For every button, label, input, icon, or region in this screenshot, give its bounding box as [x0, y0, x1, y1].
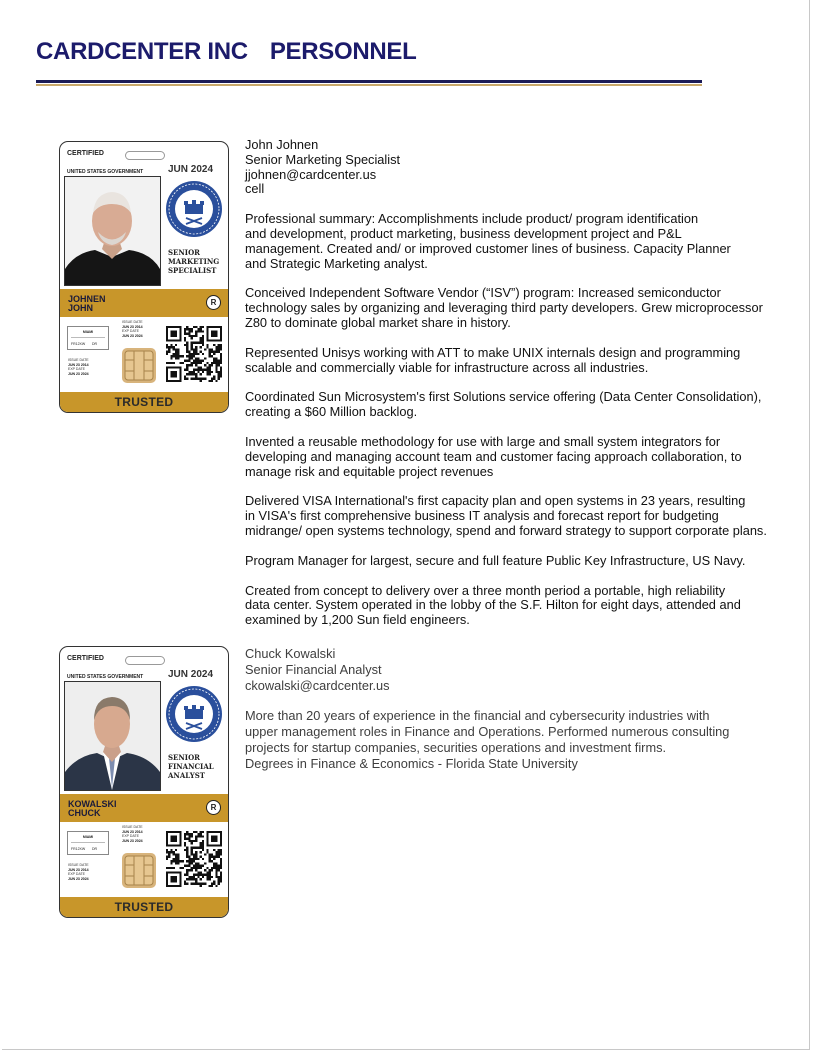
header-rule-accent [36, 84, 702, 86]
registered-badge: R [206, 800, 221, 815]
bio-paragraph: Professional summary: Accomplishments include product/ program identification and development, product marketing, business development project and P&L management. Created and/ or improved customer lines of business. Capacity Planner and Strategic Marketing analyst. [245, 211, 731, 271]
smart-chip-icon [122, 853, 156, 888]
card-id-box: MIAMI FR12XW DR [67, 831, 109, 855]
qr-code-icon [166, 326, 222, 382]
person-title: Senior Financial Analyst [245, 662, 382, 677]
header-rule [36, 80, 702, 83]
card-small-dates-top: ISSUE DATE JUN 23 2014 EXP DATE JUN 23 2024 [122, 320, 143, 338]
certification-seal-icon [165, 180, 223, 238]
card-role: SENIOR MARKETING SPECIALIST [168, 248, 220, 275]
card-given-name: JOHN [68, 303, 94, 313]
person-phone-label: cell [245, 181, 265, 197]
page-title [36, 38, 416, 66]
bio-paragraph: More than 20 years of experience in the financial and cybersecurity industries with upper management roles in Finance and Operations. Performed numerous consulting projects for startup companies, securities operations and investment firms. Degrees in Finance & Economics - Florida State University [245, 708, 730, 771]
certification-seal-icon [165, 685, 223, 743]
card-date: JUN 2024 [168, 164, 214, 175]
bio-paragraph: Delivered VISA International's first capacity plan and open systems in 23 years, resulting in VISA's first comprehensive business IT analysis and forecast report for budgeting midrange/ open systems technology, spend and forward strategy to support corporate plans. [245, 493, 767, 538]
id-card-kowalski [59, 646, 229, 918]
card-given-name: CHUCK [68, 808, 101, 818]
card-footer-trusted: TRUSTED [60, 392, 228, 412]
card-small-dates-bottom: ISSUE DATE JUN 23 2014 EXP DATE JUN 23 2024 [68, 863, 89, 881]
contact-block [245, 646, 790, 694]
bio-paragraph: Coordinated Sun Microsystem's first Solutions service offering (Data Center Consolidation), creating a $60 Million backlog. [245, 389, 762, 420]
registered-badge: R [206, 295, 221, 310]
bio-kowalski [245, 646, 790, 787]
contact-block [245, 138, 790, 197]
company-name: CARDCENTER INC [36, 38, 248, 65]
card-certified-label: CERTIFIED [67, 655, 104, 662]
card-lanyard-slot [125, 656, 165, 665]
bio-paragraph: Conceived Independent Software Vendor (“ISV”) program: Increased semiconductor technology sales by organizing and leveraging third party developers. Grew microprocessor Z80 to dominate global market share in history. [245, 285, 763, 330]
bio-paragraph: Program Manager for largest, secure and full feature Public Key Infrastructure, US Navy. [245, 552, 746, 568]
person-name: Chuck Kowalski [245, 646, 336, 661]
card-date: JUN 2024 [168, 669, 214, 680]
id-card-johnen [59, 141, 229, 413]
person-email: ckowalski@cardcenter.us [245, 678, 390, 693]
card-surname: KOWALSKI [68, 799, 117, 809]
person-name: John Johnen [245, 137, 319, 152]
section-name: PERSONNEL [269, 38, 417, 65]
card-surname: JOHNEN [68, 294, 106, 304]
person-email: jjohnen@cardcenter.us [245, 166, 377, 182]
bio-paragraph: Invented a reusable methodology for use with large and small system integrators for developing and managing account team and customer facing approach collaboration, to manage risk and equitable project revenues [245, 433, 742, 479]
card-role: SENIOR FINANCIAL ANALYST [168, 753, 214, 780]
bio-paragraph: Represented Unisys working with ATT to make UNIX internals design and programming scalable and commercially viable for infrastructure across all industries. [245, 344, 741, 375]
person-title: Senior Marketing Specialist [245, 151, 401, 167]
portrait-photo [65, 682, 160, 790]
card-lanyard-slot [125, 151, 165, 160]
card-government-label: UNITED STATES GOVERNMENT [67, 674, 144, 680]
card-id-box: MIAMI FR12XW DR [67, 326, 109, 350]
smart-chip-icon [122, 348, 156, 383]
card-government-label: UNITED STATES GOVERNMENT [67, 169, 144, 175]
card-photo [64, 681, 161, 791]
card-photo [64, 176, 161, 286]
card-certified-label: CERTIFIED [67, 150, 104, 157]
portrait-photo [65, 177, 160, 285]
bio-paragraph: Created from concept to delivery over a three month period a portable, high reliability data center. System operated in the lobby of the S.F. Hilton for eight days, attended and examined by 1,200 Sun field engineers. [245, 582, 741, 628]
bio-johnen [245, 138, 790, 643]
card-name-band [60, 289, 228, 317]
qr-code-icon [166, 831, 222, 887]
card-small-dates-top: ISSUE DATE JUN 23 2014 EXP DATE JUN 23 2024 [122, 825, 143, 843]
card-name-band [60, 794, 228, 822]
card-small-dates-bottom: ISSUE DATE JUN 23 2014 EXP DATE JUN 23 2024 [68, 358, 89, 376]
card-footer-trusted: TRUSTED [60, 897, 228, 917]
